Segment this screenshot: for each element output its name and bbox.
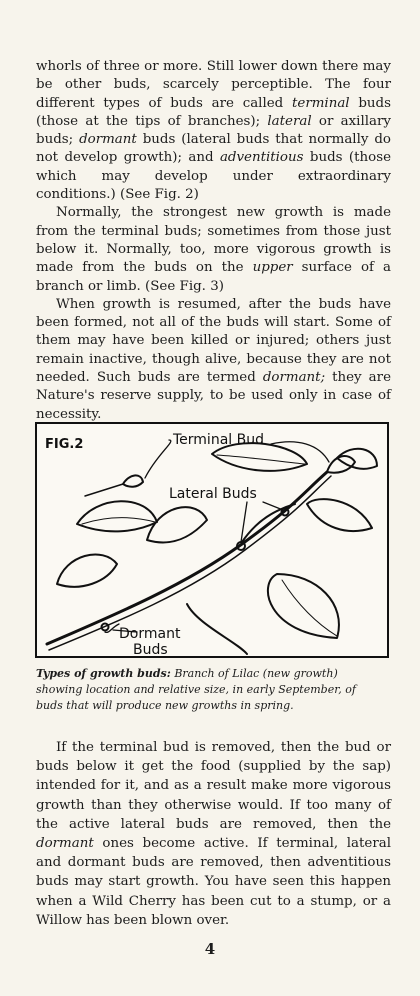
emphasis-text: lateral (267, 113, 312, 129)
lower-text (36, 738, 391, 930)
label-dormant: Dormant (119, 626, 181, 642)
emphasis-text: adventitious (219, 150, 304, 166)
paragraph-bud-types (36, 58, 391, 204)
page-number: 4 (204, 940, 216, 958)
text-run: ones become active. If terminal, lateral and dormant buds are removed, then adventitious buds may start growth. You have seen this happen when a Wild Cherry has been cut to a stump, or a Willow has been blown over. (36, 836, 391, 928)
emphasis-text: dormant (36, 836, 94, 852)
text-run: When growth is resumed, after the buds have been formed, not all of the buds will start. Some of them may have been killed or injured; others just remain inactive, though alive, because they are not needed. Such buds are termed (36, 296, 391, 386)
text-run: or axillary buds; (36, 113, 391, 148)
emphasis-text: dormant; (262, 370, 326, 386)
text-run: If the terminal bud is removed, then the bud or buds below it get the food (supplied by the sap) intended for it, and as a result make more vigorous growth than they otherwise would. If too many of the active lateral buds are removed, then the (36, 740, 391, 832)
label-buds: Buds (133, 642, 168, 656)
text-run: surface of a branch or limb. (See Fig. 3) (36, 260, 391, 294)
emphasis-text: upper (252, 260, 293, 276)
figure-number: FIG.2 (45, 437, 84, 452)
label-terminal-bud: Terminal Bud (173, 432, 264, 448)
paragraph-normal-growth (36, 204, 391, 295)
upper-text (36, 58, 391, 424)
lilac-branch-illustration (37, 424, 387, 656)
emphasis-text: terminal (292, 95, 350, 111)
caption-text: Branch of Lilac (new growth) showing location and relative size, in early September, of buds that will produce new growths in spring. (36, 667, 356, 712)
label-lateral-buds: Lateral Buds (169, 486, 257, 502)
caption-title: Types of growth buds: (36, 667, 171, 680)
text-run: whorls of three or more. Still lower down there may be other buds, scarcely perceptible. The four different types of buds are called (36, 59, 391, 111)
text-run: Normally, the strongest new growth is made from the terminal buds; sometimes from those just below it. Normally, too, more vigorous growth is made from the buds on the (36, 205, 391, 276)
text-run: buds (those which may develop under extraordinary conditions.) (See Fig. 2) (36, 150, 391, 203)
paragraph-dormant-buds (36, 296, 391, 424)
figure-caption (36, 666, 386, 714)
text-run: they are Nature's reserve supply, to be used only in case of necessity. (36, 370, 391, 422)
paragraph-terminal-removed (36, 738, 391, 930)
text-run: buds (lateral buds that normally do not develop growth); and (36, 132, 391, 166)
figure-lilac-branch (35, 422, 389, 658)
emphasis-text: dormant (79, 132, 137, 148)
text-run: buds (those at the tips of branches); (36, 95, 391, 129)
